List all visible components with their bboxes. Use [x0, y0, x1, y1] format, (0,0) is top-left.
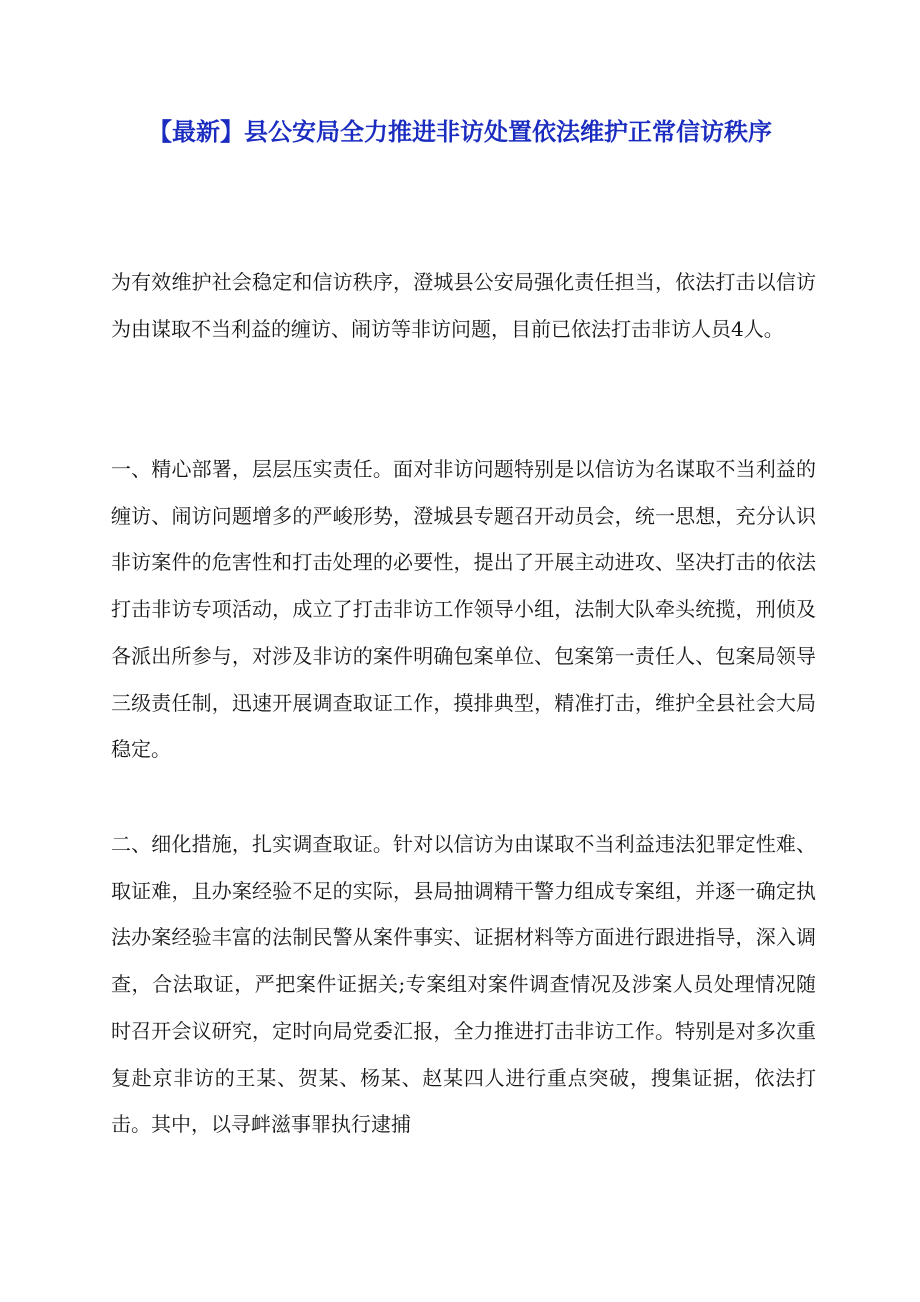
paragraph-section-one: 一、精心部署，层层压实责任。面对非访问题特别是以信访为名谋取不当利益的缠访、闹访问题增多的严峻形势，澄城县专题召开动员会，统一思想，充分认识非访案件的危害性和打击处理的必要性，提出了开展主动进攻、坚决打击的依法打击非访专项活动，成立了打击非访工作领导小组，法制大队牵头统揽，刑侦及各派出所参与，对涉及非访的案件明确包案单位、包案第一责任人、包案局领导三级责任制，迅速开展调查取证工作，摸排典型，精准打击，维护全县社会大局稳定。 [111, 457, 816, 762]
paragraph-intro: 为有效维护社会稳定和信访秩序，澄城县公安局强化责任担当，依法打击以信访为由谋取不当利益的缠访、闹访等非访问题，目前已依法打击非访人员4人。 [111, 270, 816, 341]
paragraph-section-two: 二、细化措施，扎实调查取证。针对以信访为由谋取不当利益违法犯罪定性难、取证难，且办案经验不足的实际，县局抽调精干警力组成专案组，并逐一确定执法办案经验丰富的法制民警从案件事实、证据材料等方面进行跟进指导，深入调查，合法取证，严把案件证据关;专案组对案件调查情况及涉案人员处理情况随时召开会议研究，定时向局党委汇报，全力推进打击非访工作。特别是对多次重复赴京非访的王某、贺某、杨某、赵某四人进行重点突破，搜集证据，依法打击。其中，以寻衅滋事罪执行逮捕 [111, 832, 816, 1137]
document-title: 【最新】县公安局全力推进非访处置依法维护正常信访秩序 [148, 117, 772, 146]
